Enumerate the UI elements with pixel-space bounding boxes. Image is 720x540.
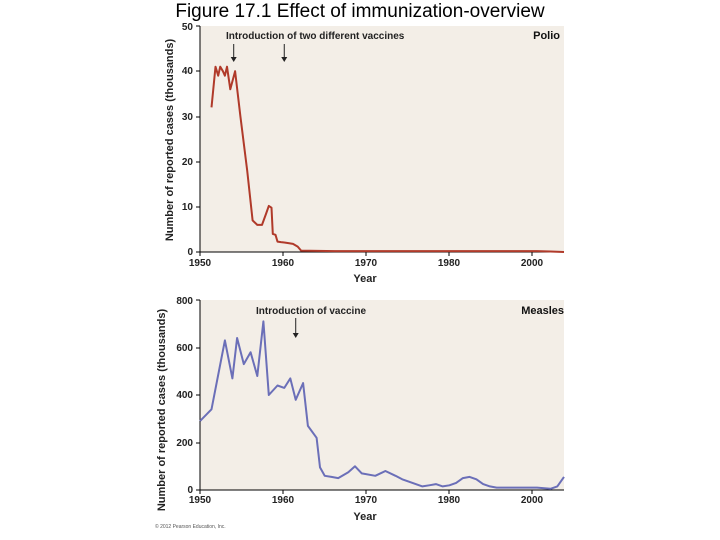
measles-panel-label: Measles: [521, 305, 564, 317]
polio-plot-area: [200, 26, 564, 252]
measles-plot-area: [200, 300, 564, 490]
polio-y-ticks: [182, 22, 200, 258]
polio-y-tick-label: 40: [181, 66, 193, 77]
polio-x-axis-title: Year: [353, 273, 377, 285]
polio-vaccine-annotation: Introduction of two different vaccines: [226, 31, 405, 42]
measles-y-axis-title: Number of reported cases (thousands): [156, 308, 168, 512]
measles-x-tick-label: 1960: [271, 495, 295, 506]
polio-panel-label: Polio: [533, 30, 560, 42]
measles-y-tick-label: 600: [176, 343, 193, 354]
measles-y-ticks: [176, 296, 200, 496]
measles-x-tick-label: 1980: [437, 495, 461, 506]
polio-y-tick-label: 30: [181, 112, 193, 123]
polio-x-tick-label: 2000: [520, 258, 544, 269]
polio-x-ticks: [189, 252, 544, 269]
measles-y-tick-label: 200: [176, 438, 193, 449]
polio-x-tick-label: 1970: [354, 258, 378, 269]
measles-x-tick-label: 1950: [188, 495, 212, 506]
polio-y-tick-label: 20: [181, 157, 193, 168]
measles-x-tick-label: 2000: [520, 495, 544, 506]
measles-vaccine-annotation: Introduction of vaccine: [256, 306, 367, 317]
polio-y-tick-label: 10: [181, 202, 193, 213]
polio-x-tick-label: 1980: [437, 258, 461, 269]
copyright-credit: © 2012 Pearson Education, Inc.: [155, 524, 226, 530]
measles-y-tick-label: 400: [176, 390, 193, 401]
measles-x-ticks: [189, 490, 544, 506]
polio-chart: [164, 22, 564, 285]
measles-x-tick-label: 1970: [354, 495, 378, 506]
slide-title: Figure 17.1 Effect of immunization-overview: [175, 1, 545, 22]
polio-x-tick-label: 1960: [271, 258, 295, 269]
measles-chart: [156, 296, 564, 523]
polio-y-tick-label: 0: [187, 247, 193, 258]
measles-y-tick-label: 0: [187, 485, 193, 496]
measles-x-axis-title: Year: [353, 511, 377, 523]
polio-x-tick-label: 1950: [188, 258, 212, 269]
polio-y-tick-label: 50: [181, 22, 193, 33]
polio-y-axis-title: Number of reported cases (thousands): [164, 38, 176, 242]
measles-y-tick-label: 800: [176, 296, 193, 307]
